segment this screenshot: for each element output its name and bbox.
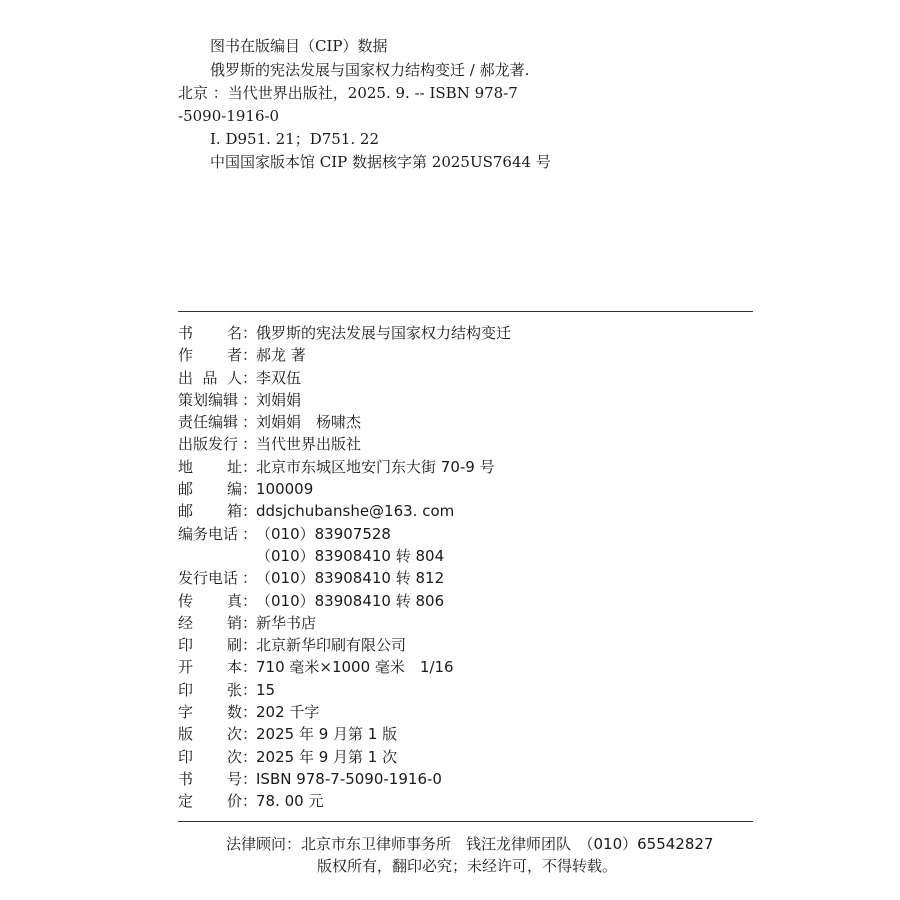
top-divider [178,311,753,312]
detail-colon: ： [242,613,258,632]
detail-label-char: 次 [226,725,242,744]
detail-label-char: 版 [178,725,194,744]
cip-publisher-line: 北京 ：当代世界出版社，2025. 9. -- ISBN 978-7 [178,84,518,102]
detail-label-char: 书 [178,324,194,342]
detail-label-char: 销 [226,613,242,632]
detail-label-char: 邮 [178,480,194,499]
detail-label: 发行电话 [178,569,239,588]
detail-value: 刘娟娟 [256,390,302,409]
detail-row [178,456,511,478]
detail-label [178,634,242,656]
detail-label [178,768,242,790]
detail-label-char: 印 [178,636,194,655]
detail-label-char: 张 [226,680,242,699]
detail-label-char: 开 [178,658,194,677]
detail-label-char: 箱 [226,502,242,521]
detail-label [178,612,242,634]
detail-label [178,790,242,812]
detail-label-char: 品 [202,368,218,387]
detail-label-char: 定 [178,792,194,811]
detail-value: 刘娟娟 杨啸杰 [256,413,362,432]
detail-label: 责任编辑 [178,413,239,432]
detail-colon: ： [242,368,258,387]
detail-colon: ： [242,457,258,476]
detail-value: 当代世界出版社 [256,435,362,454]
detail-colon: ： [242,680,258,699]
detail-row [178,500,511,522]
detail-colon: ： [242,725,258,744]
detail-label-char: 名 [226,324,242,342]
detail-label [178,344,242,366]
detail-label-char: 作 [178,346,194,365]
detail-label-char: 书 [178,769,194,788]
detail-label-char: 经 [178,613,194,632]
detail-colon: ： [242,591,258,610]
detail-label [178,545,242,567]
detail-value: 710 毫米×1000 毫米 1/16 [256,658,454,677]
detail-value: （010）83908410 转 806 [256,591,445,610]
detail-label [178,701,242,723]
detail-label-char: 编 [226,480,242,499]
detail-value: 2025 年 9 月第 1 版 [256,725,398,744]
detail-label-char: 刷 [226,636,242,655]
detail-label-char: 地 [178,457,194,476]
detail-label: 出版发行 [178,435,239,454]
detail-value: ISBN 978-7-5090-1916-0 [256,769,442,788]
detail-label-char: 印 [178,747,194,766]
detail-colon: ： [242,413,258,432]
detail-label [178,679,242,701]
detail-label [178,322,242,344]
detail-colon: ： [242,636,258,655]
detail-colon: ： [242,390,258,409]
detail-label [178,500,242,522]
detail-label: 策划编辑 [178,390,239,409]
detail-label-char: 人 [226,368,242,387]
detail-value: 郝龙 著 [256,346,306,365]
detail-row [178,701,511,723]
detail-row [178,389,511,411]
detail-row [178,478,511,500]
detail-value: 100009 [256,480,314,499]
detail-colon: ： [242,502,258,521]
detail-row [178,567,511,589]
detail-colon: ： [242,435,258,454]
cip-approval-number: 中国国家版本馆 CIP 数据核字第 2025US7644 号 [210,153,551,171]
detail-value: 新华书店 [256,613,317,632]
detail-row [178,322,511,344]
detail-label [178,456,242,478]
detail-label-char: 传 [178,591,194,610]
detail-row [178,679,511,701]
detail-row [178,545,511,567]
detail-colon: ： [242,769,258,788]
detail-label-char: 出 [178,368,194,387]
detail-colon: ： [242,792,258,811]
detail-row [178,433,511,455]
cip-isbn-continuation: -5090-1916-0 [178,107,280,125]
cip-heading: 图书在版编目（CIP）数据 [210,37,388,55]
detail-value: 78. 00 元 [256,792,324,811]
detail-row [178,523,511,545]
detail-value: ddsjchubanshe@163. com [256,502,455,521]
copyright-notice: 版权所有，翻印必究；未经许可，不得转载。 [317,857,618,875]
detail-label-char: 号 [226,769,242,788]
detail-value: （010）83907528 [256,524,391,543]
publication-details [178,322,511,813]
detail-label-char: 次 [226,747,242,766]
detail-colon: ： [242,346,258,365]
detail-label-char: 价 [226,792,242,811]
detail-row [178,612,511,634]
detail-row [178,768,511,790]
detail-label: 编务电话 [178,524,239,543]
detail-colon: ： [242,324,258,342]
detail-row [178,723,511,745]
cip-classification: Ⅰ. D951. 21；D751. 22 [210,130,380,148]
detail-value: 15 [256,680,276,699]
detail-label-char: 本 [226,658,242,677]
detail-row [178,746,511,768]
detail-label-char: 邮 [178,502,194,521]
detail-label [178,590,242,612]
detail-colon: ： [242,524,258,543]
legal-counsel: 法律顾问：北京市东卫律师事务所 钱汪龙律师团队 （010）65542827 [226,835,714,853]
detail-label-char: 址 [226,457,242,476]
detail-row [178,656,511,678]
cip-title-line: 俄罗斯的宪法发展与国家权力结构变迁 / 郝龙著. [210,61,530,79]
detail-value: （010）83908410 转 812 [256,569,445,588]
detail-value: 2025 年 9 月第 1 次 [256,747,398,766]
detail-colon: ： [242,658,258,677]
detail-row [178,411,511,433]
detail-label [178,478,242,500]
bottom-divider [178,821,753,822]
detail-value: 俄罗斯的宪法发展与国家权力结构变迁 [256,324,512,342]
detail-row [178,790,511,812]
detail-value: 202 千字 [256,703,320,722]
detail-colon: ： [242,703,258,722]
detail-colon: ： [242,747,258,766]
detail-row [178,367,511,389]
detail-row [178,634,511,656]
detail-row [178,344,511,366]
detail-colon: ： [242,480,258,499]
detail-label-char: 者 [226,346,242,365]
detail-label [178,367,242,389]
detail-row [178,590,511,612]
detail-label [178,723,242,745]
detail-value: 北京市东城区地安门东大街 70-9 号 [256,457,495,476]
detail-label-char: 真 [226,591,242,610]
detail-colon: ： [242,569,258,588]
detail-colon [242,545,256,567]
detail-value: （010）83908410 转 804 [256,546,445,565]
detail-label-char: 数 [226,703,242,722]
detail-label-char: 印 [178,680,194,699]
detail-value: 北京新华印刷有限公司 [256,636,407,655]
detail-value: 李双伍 [256,368,302,387]
detail-label [178,746,242,768]
detail-label [178,656,242,678]
detail-label-char: 字 [178,703,194,722]
